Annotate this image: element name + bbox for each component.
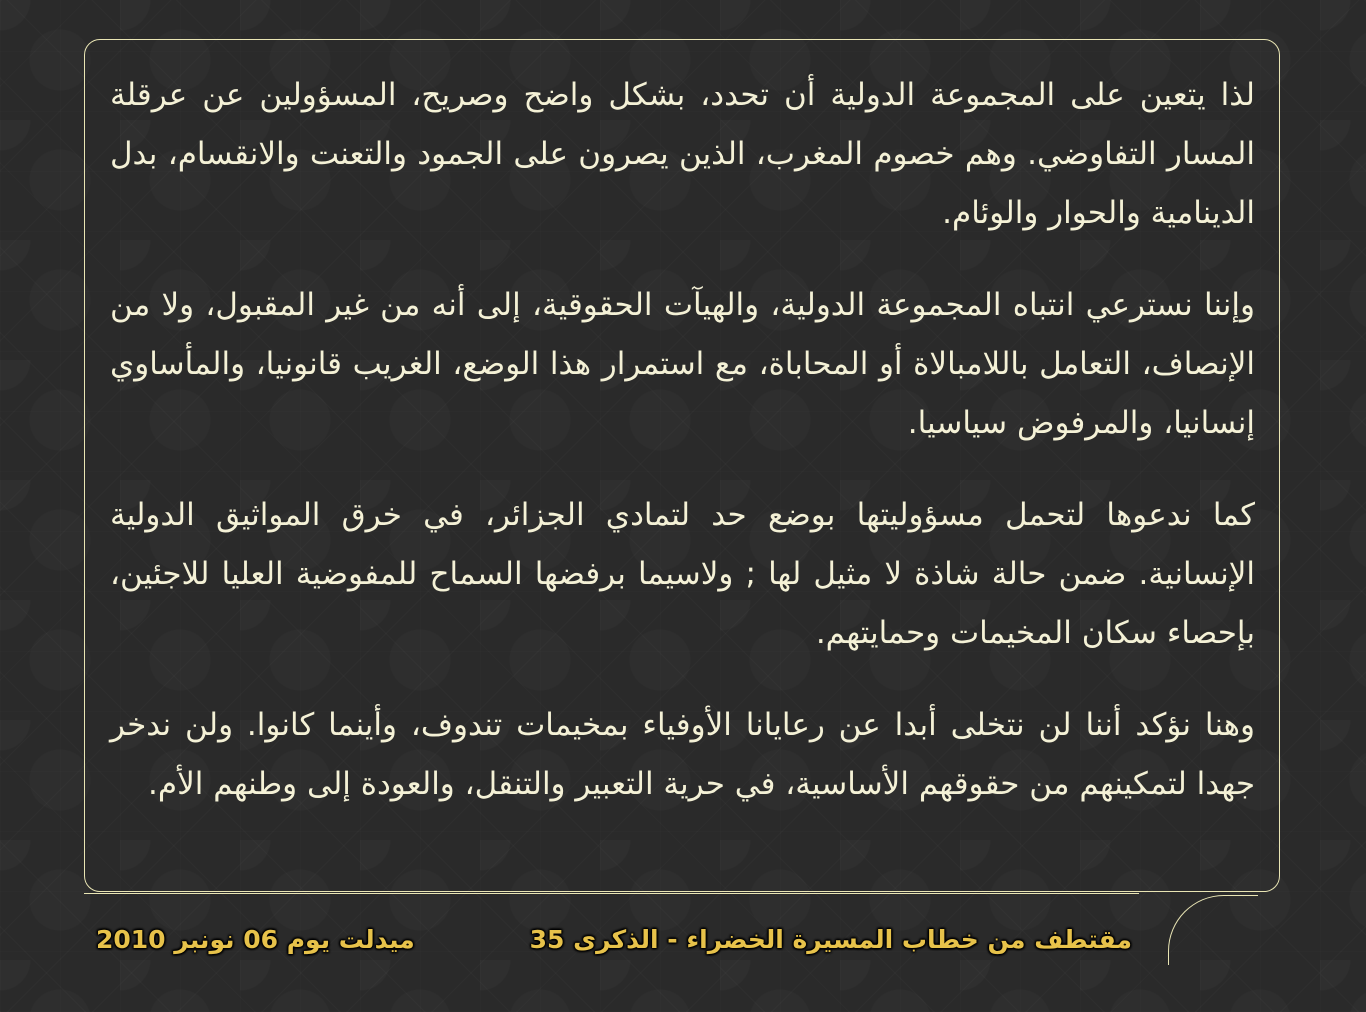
footer-divider [84,893,1139,894]
speech-source-caption: مقتطف من خطاب المسيرة الخضراء - الذكرى 35 [529,925,1132,954]
paragraph-4: وهنا نؤكد أننا لن نتخلى أبدا عن رعايانا الأوفياء بمخيمات تندوف، وأينما كانوا. ولن ندخر جهدا لتمكينهم من حقوقهم الأساسية، في حرية التعبير والتنقل، والعودة إلى وطنهم الأم. [110,707,1255,802]
corner-ornament [1168,895,1258,965]
paragraph-2: وإننا نسترعي انتباه المجموعة الدولية، والهيآت الحقوقية، إلى أنه من غير المقبول، ولا من الإنصاف، التعامل باللامبالاة أو المحاباة، مع استمرار هذا الوضع، الغريب قانونيا، والمأساوي إنسانيا، والمرفوض سياسيا. [110,287,1255,441]
paragraph-1: لذا يتعين على المجموعة الدولية أن تحدد، بشكل واضح وصريح، المسؤولين عن عرقلة المسار التفاوضي. وهم خصوم المغرب، الذين يصرون على الجمود والتعنت والانقسام، بدل الدينامية والحوار والوئام. [110,77,1255,231]
speech-date-caption: ميدلت يوم 06 نونبر 2010 [96,925,415,954]
paragraph-3: كما ندعوها لتحمل مسؤوليتها بوضع حد لتمادي الجزائر، في خرق المواثيق الدولية الإنسانية. ضمن حالة شاذة لا مثيل لها ; ولاسيما برفضها السماح للمفوضية العليا للاجئين، بإحصاء سكان المخيمات وحمايتهم. [110,497,1255,651]
speech-excerpt [110,66,1255,814]
